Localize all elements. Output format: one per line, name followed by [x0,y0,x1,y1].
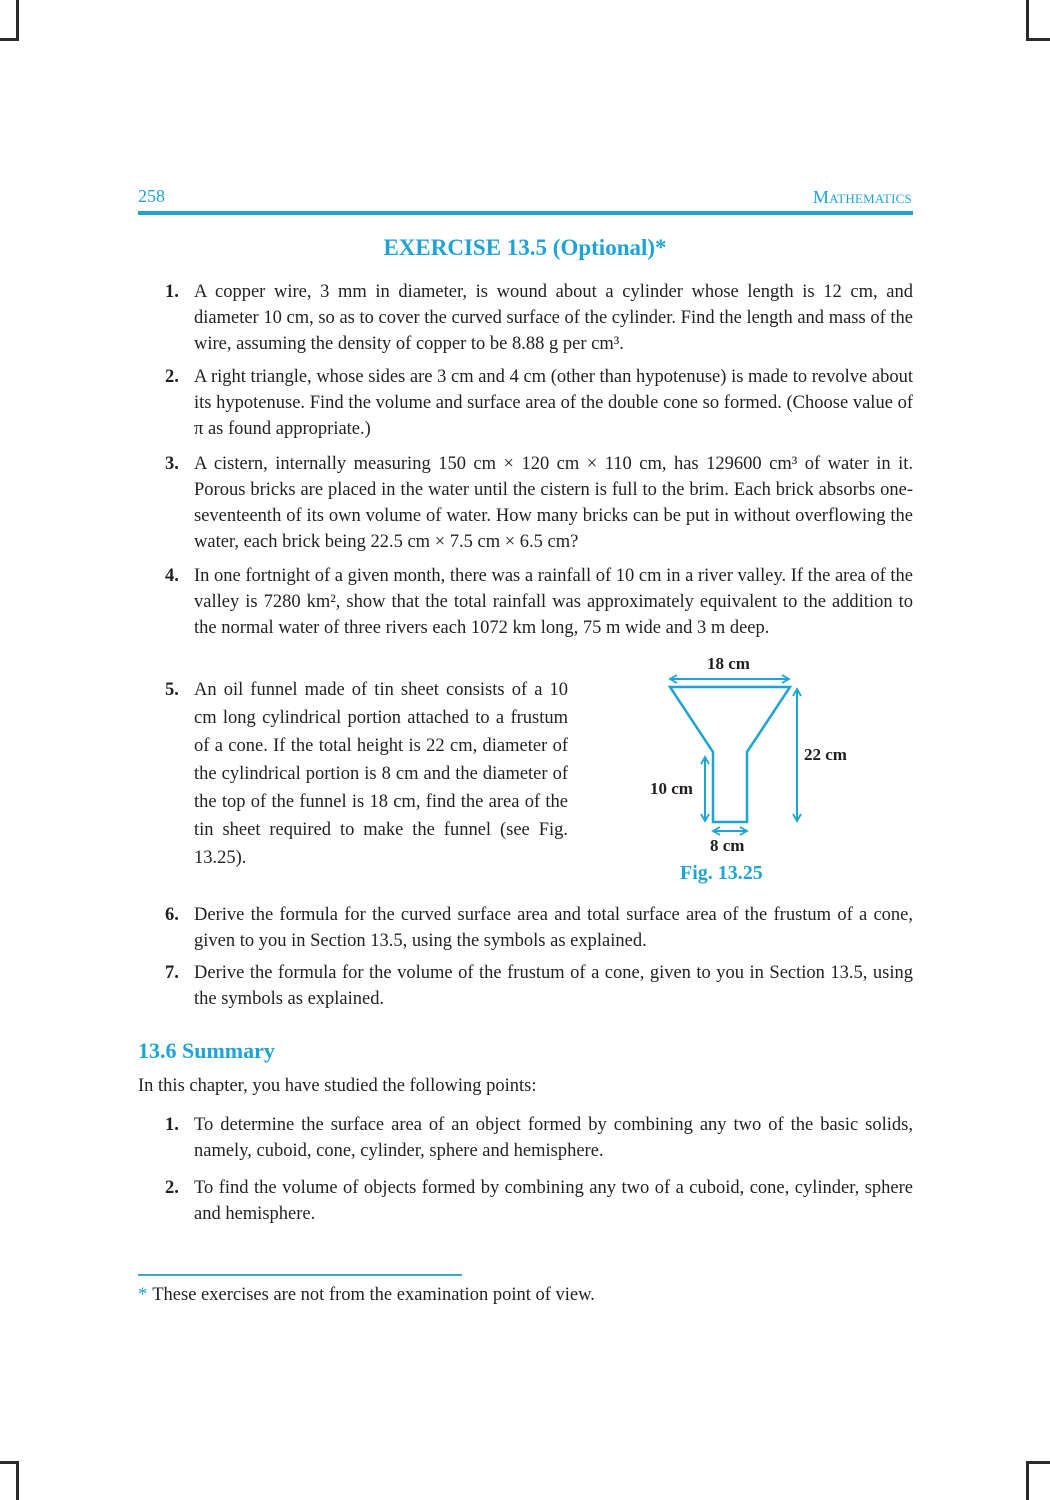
figure-caption: Fig. 13.25 [680,862,763,884]
funnel-outline [670,687,790,822]
label-total-height: 22 cm [804,745,847,764]
question-number: 7. [165,963,179,983]
dimension-arrows [670,679,797,831]
question-6 [165,902,913,954]
point-number: 2. [165,1178,179,1198]
question-number: 2. [165,367,179,387]
exercise-title: EXERCISE 13.5 (Optional)* [383,235,667,260]
question-number: 6. [165,905,179,925]
running-title-initial: M [812,187,830,207]
label-cylinder-length: 10 cm [650,779,693,798]
question-text: In one fortnight of a given month, there was a rainfall of 10 cm in a river valley. If the area of the valley is 7280 km², show that the total rainfall was approximately equivalent to the addition to the normal water of three rivers each 1072 km long, 75 m wide and 3 m deep. [194,566,913,638]
question-number: 3. [165,454,179,474]
question-7 [165,960,913,1012]
question-text: A copper wire, 3 mm in diameter, is wound about a cylinder whose length is 12 cm, and diameter 10 cm, so as to cover the curved surface of the cylinder. Find the length and mass of the wire, assuming the density of copper to be 8.88 g per cm³. [194,282,913,354]
question-text: Derive the formula for the volume of the frustum of a cone, given to you in Section 13.5, using the symbols as explained. [194,963,913,1009]
section-title: 13.6 Summary [138,1038,275,1063]
question-text: An oil funnel made of tin sheet consists of a 10 cm long cylindrical portion attached to a frustum of a cone. If the total height is 22 cm, diameter of the cylindrical portion is 8 cm and the diameter of the top of the funnel is 18 cm, find the area of the tin sheet required to make the funnel (see Fig. 13.25). [194,680,568,868]
summary-point-2 [165,1175,913,1227]
point-text: To determine the surface area of an object formed by combining any two of the basic solids, namely, cuboid, cone, cylinder, sphere and hemisphere. [194,1115,913,1161]
point-number: 1. [165,1115,179,1135]
summary-intro: In this chapter, you have studied the following points: [138,1076,537,1096]
label-top-diameter: 18 cm [707,654,750,673]
label-cylinder-diameter: 8 cm [710,836,745,855]
summary-point-1 [165,1112,913,1164]
footnote-text: These exercises are not from the examination point of view. [152,1285,595,1305]
footnote [138,1285,595,1306]
point-text: To find the volume of objects formed by combining any two of a cuboid, cone, cylinder, sphere and hemisphere. [194,1178,913,1224]
question-text: Derive the formula for the curved surface area and total surface area of the frustum of a cone, given to you in Section 13.5, using the symbols as explained. [194,905,913,951]
question-number: 5. [165,680,179,700]
footnote-marker: * [138,1285,148,1305]
running-title-rest: ATHEMATICS [829,191,912,206]
question-text: A cistern, internally measuring 150 cm × 120 cm × 110 cm, has 129600 cm³ of water in it. Porous bricks are placed in the water until the cistern is full to the brim. Each brick absorbs one-seventeenth of its own volume of water. How many bricks can be put in without overflowing the water, each brick being 22.5 cm × 7.5 cm × 6.5 cm? [194,454,913,552]
page-number: 258 [138,186,165,206]
question-number: 4. [165,566,179,586]
footnote-rule [138,1274,462,1276]
question-text: A right triangle, whose sides are 3 cm and 4 cm (other than hypotenuse) is made to revolve about its hypotenuse. Find the volume and surface area of the double cone so formed. (Choose value of π as found appropriate.) [194,367,913,439]
question-number: 1. [165,282,179,302]
